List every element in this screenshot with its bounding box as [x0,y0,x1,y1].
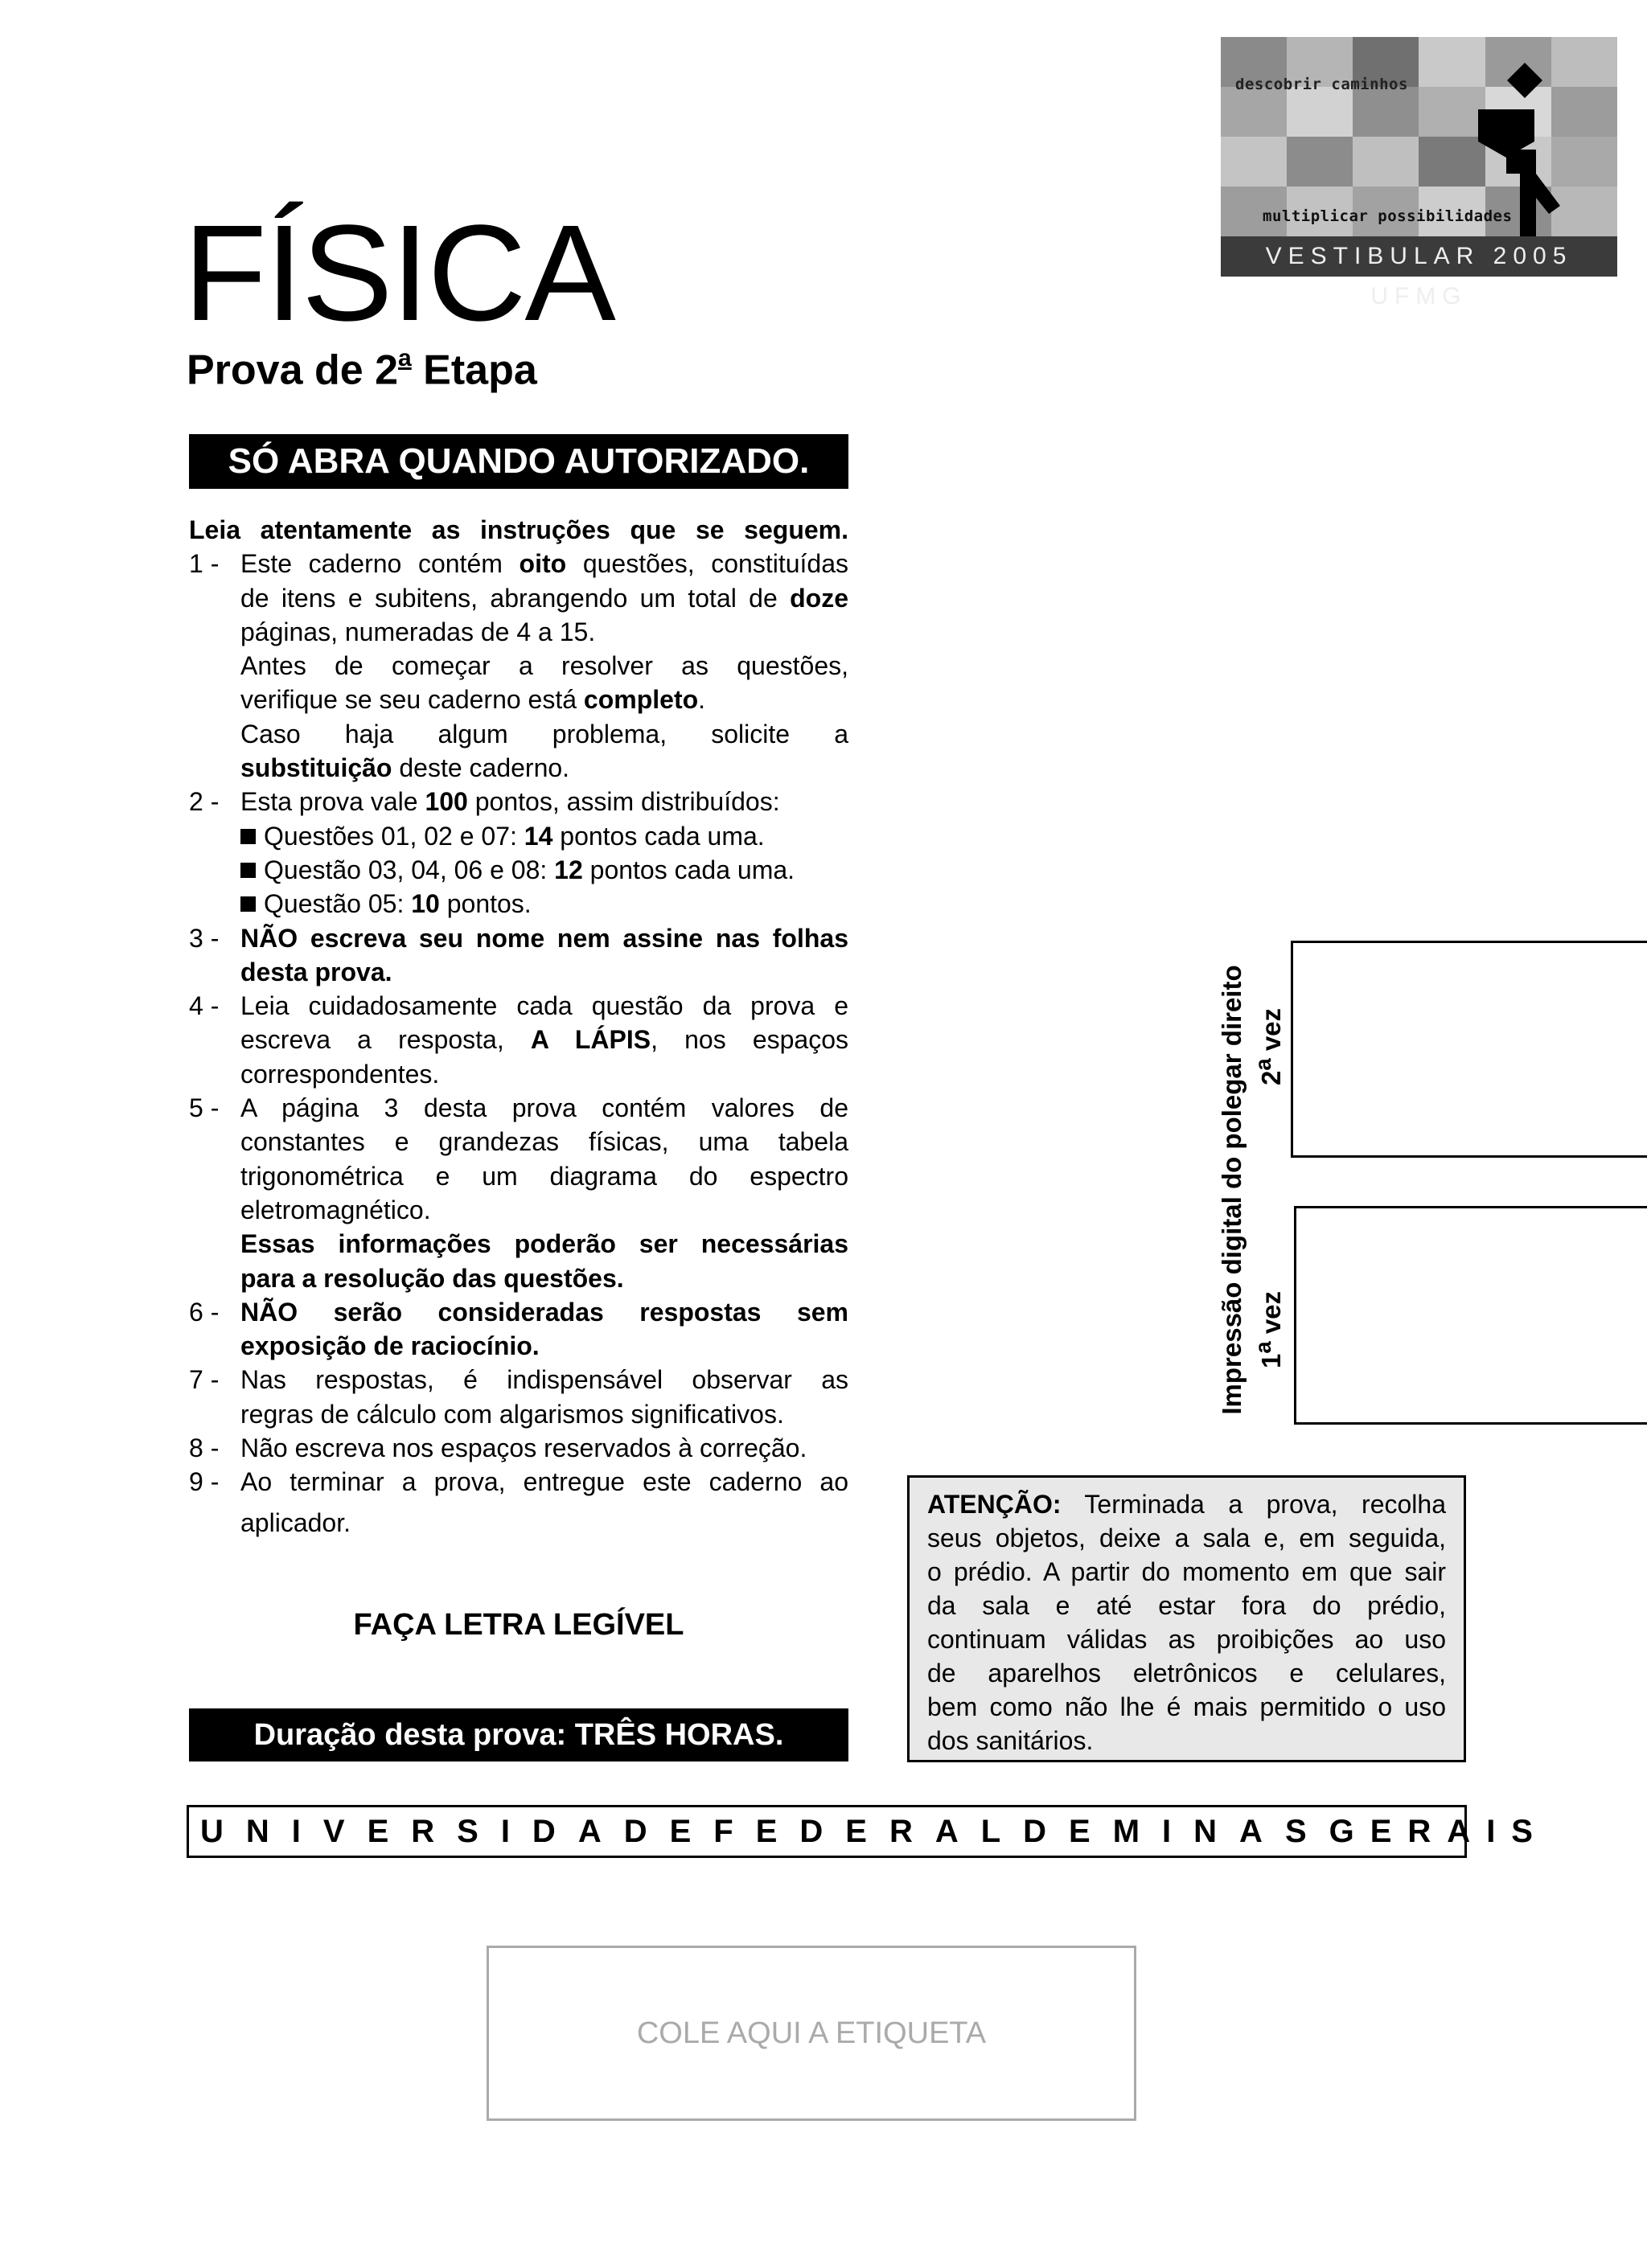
text: constantes e grandezas físicas, uma tabela [240,1127,848,1157]
vestibular-logo [1221,37,1617,310]
text: Antes de começar a resolver as questões, [240,651,848,681]
text-bold: desta prova. [240,957,392,986]
ordinal: a [1251,1058,1275,1071]
logo-bottom-text: VESTIBULAR 2005 UFMG [1221,236,1617,277]
text-bold: Essas informações poderão ser necessárias [240,1229,848,1259]
instruction-item-6 [189,1295,848,1364]
university-word: MINAS [1112,1813,1329,1849]
text: . [698,685,706,715]
text: bem como não lhe é mais permitido o uso [927,1692,1446,1721]
text: vez [1256,1007,1286,1059]
text: Este caderno contém [240,549,520,579]
text: da sala e até estar fora do prédio, [927,1591,1446,1620]
instruction-item-3 [189,921,848,990]
instruction-item-9 [189,1465,848,1540]
text: Esta prova vale [240,787,425,817]
instructions-heading: Leia atentamente as instruções que se seguem. [189,515,848,544]
fingerprint-first-label [1251,1291,1287,1368]
text-bold: exposição de raciocínio. [240,1331,540,1361]
text: o prédio. A partir do momento em que sair [927,1557,1446,1586]
text: Leia cuidadosamente cada questão da prova e [240,991,848,1021]
legible-writing-note: FAÇA LETRA LEGÍVEL [353,1608,684,1642]
exam-subtitle [187,338,537,394]
text: seus objetos, deixe a sala e, em seguida, [927,1524,1446,1552]
item-number: 6 - [189,1297,220,1327]
item-number: 2 - [189,787,220,817]
text: 1 [1256,1353,1286,1368]
item-number: 1 - [189,549,220,579]
text: páginas, numeradas de 4 a 15. [240,617,596,646]
text: correspondentes. [240,1059,440,1089]
university-word: GERAIS [1329,1813,1549,1849]
text: regras de cálculo com algarismos significativos. [240,1399,784,1429]
instructions-block [189,513,848,1540]
ordinal: a [1251,1341,1275,1354]
text: de itens e subitens, abrangendo um total de [240,583,791,613]
subtitle-ordinal: a [398,345,412,371]
text: vez [1256,1290,1286,1342]
text-bold: para a resolução das questões. [240,1263,624,1293]
item-number: 7 - [189,1365,220,1395]
text: Ao terminar a prova, entregue este caderno ao [240,1467,848,1497]
item-number: 8 - [189,1433,220,1463]
bullet-square-icon [240,896,256,912]
fingerprint-box-first [1294,1206,1647,1425]
text: A página 3 desta prova contém valores de [240,1093,848,1123]
label-area [487,1946,1136,2121]
text: Questão 03, 04, 06 e 08: [264,855,555,884]
duration-banner: Duração desta prova: TRÊS HORAS. [189,1708,848,1761]
text: verifique se seu caderno está [240,685,584,715]
text: pontos, assim distribuídos: [467,787,780,817]
fingerprint-second-label [1251,1008,1287,1085]
text-bold: 100 [425,787,468,817]
logo-top-text: descobrir caminhos [1235,76,1408,93]
subtitle-post: Etapa [411,347,537,394]
item-number: 3 - [189,923,220,953]
university-word: FEDERAL [713,1813,1024,1849]
text: Não escreva nos espaços reservados à correção. [240,1433,807,1463]
item-number: 5 - [189,1093,220,1123]
subtitle-pre: Prova de 2 [187,347,399,394]
text: escreva a resposta, [240,1025,531,1055]
warning-banner: SÓ ABRA QUANDO AUTORIZADO. [189,434,848,489]
attention-box [907,1475,1466,1762]
text: deste caderno. [392,753,570,783]
instruction-item-1 [189,547,848,785]
label-area-text: COLE AQUI A ETIQUETA [636,2016,987,2050]
fingerprint-label: Impressão digital do polegar direito [1217,965,1247,1415]
bullet-square-icon [240,863,256,878]
text: continuam válidas as proibições ao uso [927,1625,1446,1654]
instruction-item-4 [189,989,848,1091]
text-bold: oito [519,549,567,579]
text-bold: 10 [411,889,440,919]
text: pontos cada uma. [552,821,765,851]
instruction-item-2 [189,785,848,921]
text: Terminada a prova, recolha [1061,1490,1446,1519]
item-number: 9 - [189,1467,220,1497]
text: dos sanitários. [927,1726,1094,1755]
fingerprint-box-second [1291,941,1647,1158]
text-bold: 12 [554,855,583,884]
text-bold: NÃO serão consideradas respostas sem [240,1297,848,1327]
text: Questão 05: [264,889,412,919]
exam-title: FÍSICA [183,197,614,350]
university-word: UNIVERSIDADE [200,1813,714,1849]
bullet-square-icon [240,829,256,844]
text: questões, constituídas [566,549,849,579]
text-bold: substituição [240,753,392,783]
university-word: DE [1023,1813,1113,1849]
instruction-item-8 [189,1431,848,1465]
text: trigonométrica e um diagrama do espectro [240,1161,848,1191]
text: Questões 01, 02 e 07: [264,821,524,851]
university-bar [187,1805,1549,1858]
text: aplicador. [240,1507,351,1537]
logo-middle-text: multiplicar possibilidades [1263,207,1513,225]
instruction-item-5 [189,1091,848,1295]
text-bold: doze [790,583,848,613]
instruction-item-7 [189,1363,848,1431]
text: pontos cada uma. [582,855,795,884]
text-bold: completo [583,685,699,715]
attention-label: ATENÇÃO: [927,1490,1062,1519]
text: Nas respostas, é indispensável observar as [240,1365,848,1395]
text: de aparelhos eletrônicos e celulares, [927,1659,1446,1688]
text: eletromagnético. [240,1195,431,1224]
text-bold: 14 [524,821,553,851]
text: 2 [1256,1070,1286,1085]
text: Caso haja algum problema, solicite a [240,719,848,748]
item-number: 4 - [189,991,220,1021]
text-bold: NÃO escreva seu nome nem assine nas folhas [240,923,848,953]
text: pontos. [439,889,532,919]
text-bold: A LÁPIS [530,1025,651,1055]
text: , nos espaços [651,1025,849,1055]
